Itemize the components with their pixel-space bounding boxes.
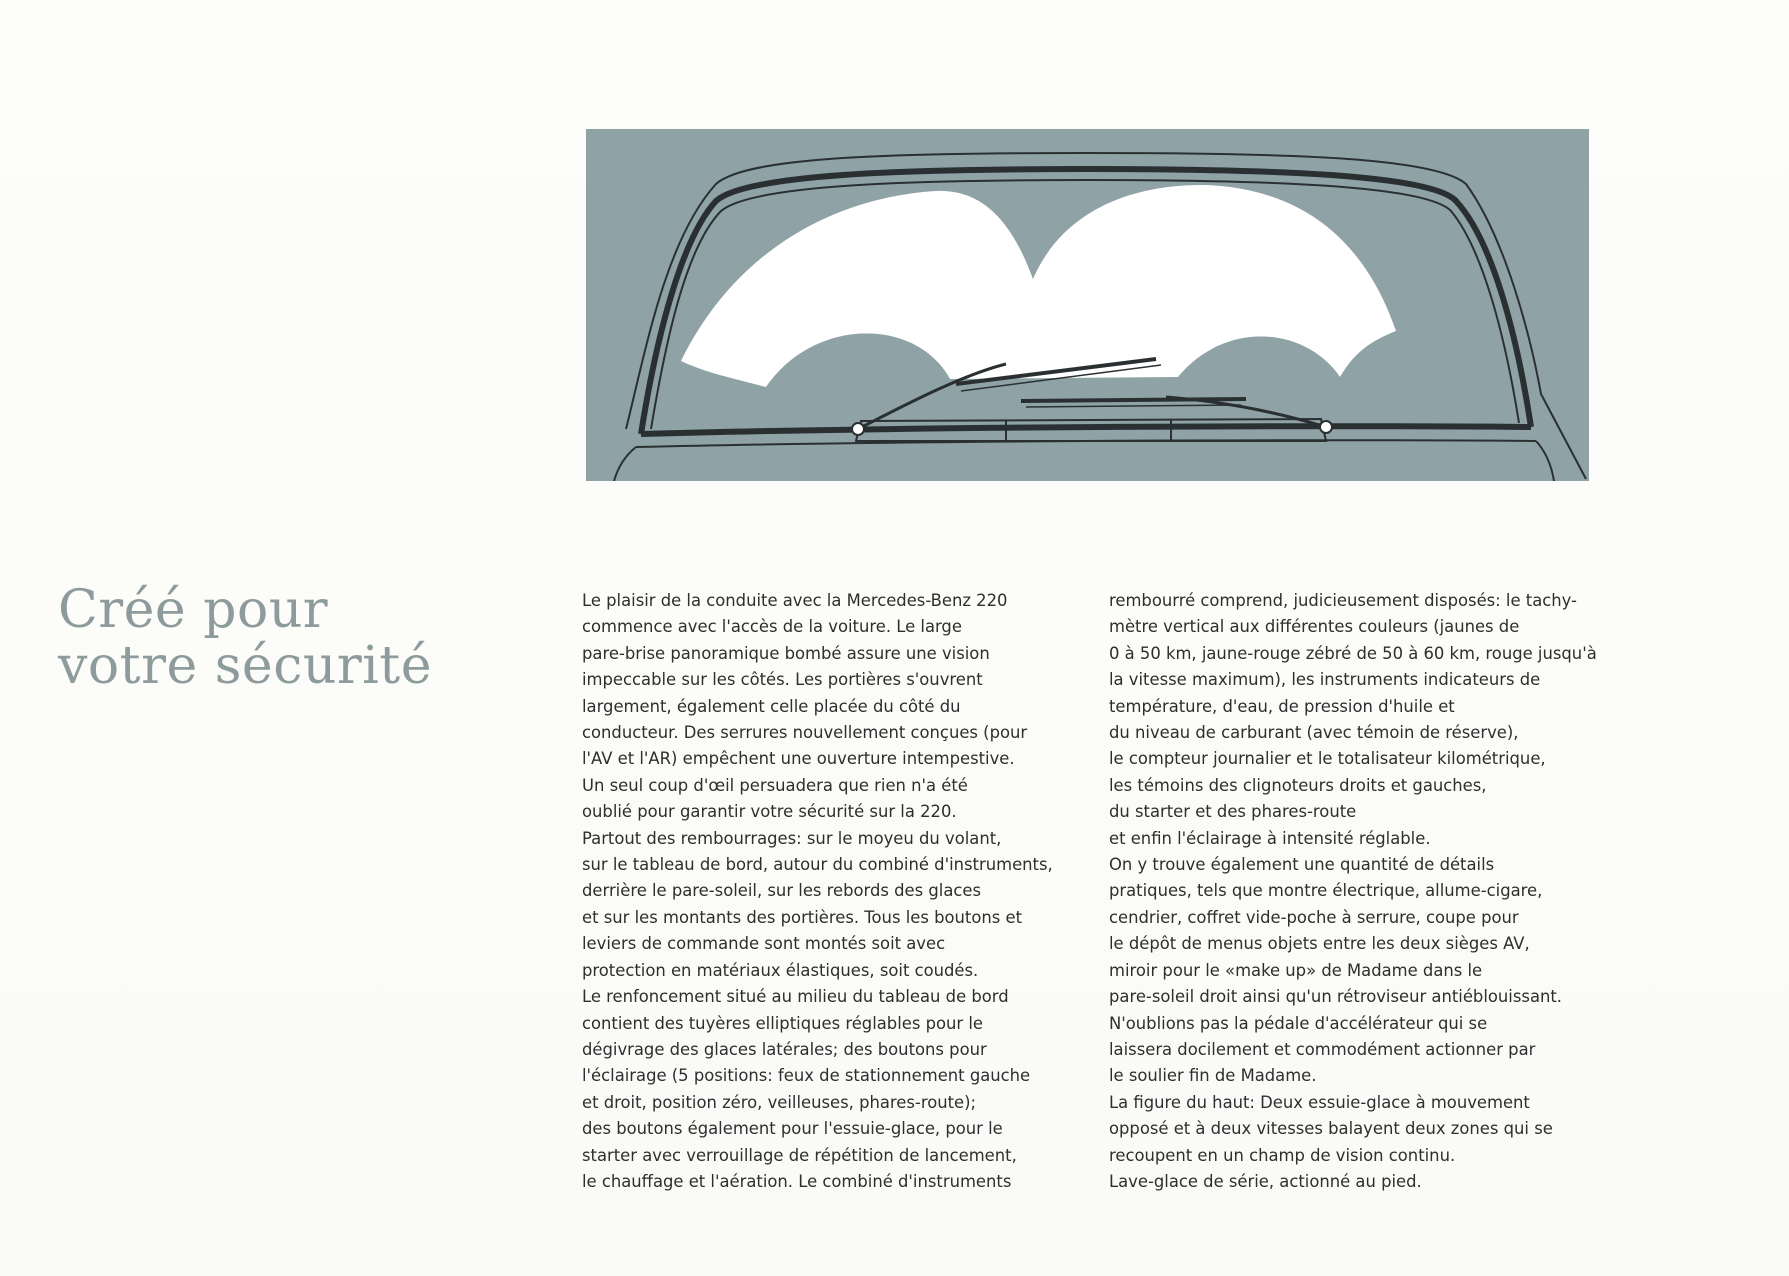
left-wiper-pivot bbox=[852, 423, 864, 435]
text-line: Partout des rembourrages: sur le moyeu du volant, bbox=[582, 828, 1002, 848]
text-line: Un seul coup d'œil persuadera que rien n'a été bbox=[582, 775, 968, 795]
text-line: commence avec l'accès de la voiture. Le large bbox=[582, 617, 962, 637]
text-line: Le renfoncement situé au milieu du tableau de bord bbox=[582, 987, 1009, 1007]
text-line: On y trouve également une quantité de détails bbox=[1109, 855, 1495, 875]
text-line: starter avec verrouillage de répétition de lancement, bbox=[582, 1145, 1017, 1165]
text-line: opposé et à deux vitesses balayent deux zones qui se bbox=[1109, 1119, 1553, 1139]
text-line: le chauffage et l'aération. Le combiné d'instruments bbox=[582, 1171, 1012, 1191]
text-line: protection en matériaux élastiques, soit coudés. bbox=[582, 960, 979, 980]
text-line: N'oublions pas la pédale d'accélérateur qui se bbox=[1109, 1013, 1488, 1033]
text-line: oublié pour garantir votre sécurité sur la 220. bbox=[582, 802, 957, 822]
text-line: largement, également celle placée du côté du bbox=[582, 696, 961, 716]
text-line: conducteur. Des serrures nouvellement conçues (pour bbox=[582, 723, 1028, 743]
text-line: Le plaisir de la conduite avec la Mercedes-Benz 220 bbox=[582, 591, 1008, 610]
text-line: miroir pour le «make up» de Madame dans le bbox=[1109, 960, 1483, 980]
text-line: derrière le pare-soleil, sur les rebords des glaces bbox=[582, 881, 982, 901]
text-line: leviers de commande sont montés soit avec bbox=[582, 934, 946, 954]
body-text-left-column bbox=[582, 588, 1082, 1195]
text-line: impeccable sur les côtés. Les portières s'ouvrent bbox=[582, 670, 983, 690]
text-line: mètre vertical aux différentes couleurs (jaunes de bbox=[1109, 617, 1520, 637]
text-line: les témoins des clignoteurs droits et gauches, bbox=[1109, 775, 1487, 795]
text-line: l'éclairage (5 positions: feux de stationnement gauche bbox=[582, 1066, 1031, 1086]
title-line-2: votre sécurité bbox=[58, 636, 432, 696]
text-line: pare-brise panoramique bombé assure une vision bbox=[582, 643, 990, 663]
text-line: dégivrage des glaces latérales; des boutons pour bbox=[582, 1039, 987, 1059]
text-line: laissera docilement et commodément actionner par bbox=[1109, 1039, 1536, 1059]
text-line: et sur les montants des portières. Tous les boutons et bbox=[582, 907, 1023, 927]
text-line: sur le tableau de bord, autour du combiné d'instruments, bbox=[582, 855, 1053, 875]
text-line: et droit, position zéro, veilleuses, phares-route); bbox=[582, 1092, 977, 1112]
windshield-wiper-illustration bbox=[586, 129, 1589, 481]
text-line: le compteur journalier et le totalisateur kilométrique, bbox=[1109, 749, 1546, 769]
text-line: des boutons également pour l'essuie-glace, pour le bbox=[582, 1119, 1003, 1139]
title-line-1: Créé pour bbox=[58, 580, 329, 640]
text-line: La figure du haut: Deux essuie-glace à mouvement bbox=[1109, 1092, 1530, 1112]
text-line: et enfin l'éclairage à intensité réglable. bbox=[1109, 828, 1431, 848]
text-line: pare-soleil droit ainsi qu'un rétroviseur antiéblouissant. bbox=[1109, 987, 1563, 1007]
right-wiper-pivot bbox=[1320, 421, 1332, 433]
text-line: l'AV et l'AR) empêchent une ouverture intempestive. bbox=[582, 749, 1015, 769]
text-line: 0 à 50 km, jaune-rouge zébré de 50 à 60 km, rouge jusqu'à bbox=[1109, 643, 1597, 663]
windshield-illustration-svg bbox=[586, 129, 1589, 481]
text-line: du starter et des phares-route bbox=[1109, 802, 1357, 822]
text-line: le dépôt de menus objets entre les deux sièges AV, bbox=[1109, 934, 1530, 954]
text-line: rembourré comprend, judicieusement disposés: le tachy- bbox=[1109, 591, 1577, 610]
body-text-right-column bbox=[1109, 588, 1629, 1195]
text-line: cendrier, coffret vide-poche à serrure, coupe pour bbox=[1109, 907, 1519, 927]
text-line: Lave-glace de série, actionné au pied. bbox=[1109, 1171, 1422, 1191]
right-wiper-blade bbox=[1021, 399, 1246, 401]
text-line: température, d'eau, de pression d'huile et bbox=[1109, 696, 1455, 716]
text-line: le soulier fin de Madame. bbox=[1109, 1066, 1317, 1086]
text-line: du niveau de carburant (avec témoin de réserve), bbox=[1109, 723, 1519, 743]
text-line: contient des tuyères elliptiques réglables pour le bbox=[582, 1013, 983, 1033]
text-line: la vitesse maximum), les instruments indicateurs de bbox=[1109, 670, 1541, 690]
text-line: pratiques, tels que montre électrique, allume-cigare, bbox=[1109, 881, 1543, 901]
page-title bbox=[58, 582, 478, 694]
text-line: recoupent en un champ de vision continu. bbox=[1109, 1145, 1456, 1165]
